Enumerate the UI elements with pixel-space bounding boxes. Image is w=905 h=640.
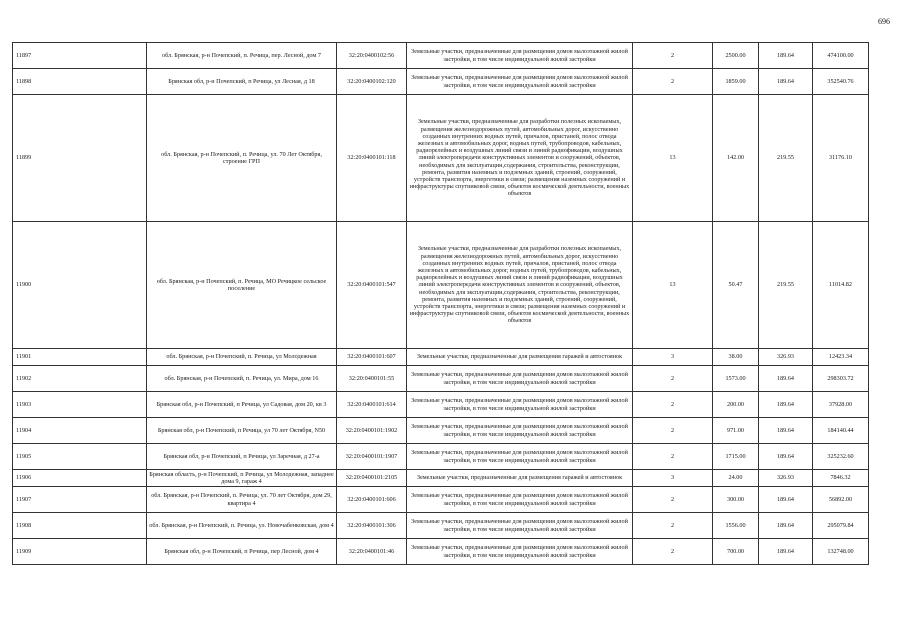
cadastral-value-cell: 184140.44 (813, 418, 869, 444)
area-cell: 700.00 (713, 539, 759, 565)
group-number-cell: 2 (633, 69, 713, 95)
address-cell: Брянская обл, р-н Почепский, п Речица, ул Заречная, д 27-а (147, 444, 337, 470)
address-cell: Брянская обл, р-н Почепский, п Речица, ул 70 лет Октября, N50 (147, 418, 337, 444)
area-cell: 38.00 (713, 349, 759, 366)
specific-value-cell: 189.64 (759, 513, 813, 539)
cadastral-number-cell: 32:20:0400101:606 (337, 487, 407, 513)
cadastral-number-cell: 32:20:0400101:306 (337, 513, 407, 539)
table-row (13, 418, 869, 444)
group-number-cell: 2 (633, 513, 713, 539)
cadastral-value-cell: 474100.00 (813, 43, 869, 69)
address-cell: обл. Брянская, р-н Почепский, п. Речица, ул. 70 лет Октября, дом 29, квартира 4 (147, 487, 337, 513)
specific-value-cell: 326.93 (759, 349, 813, 366)
land-use-cell: Земельные участки, предназначенные для размещения домов малоэтажной жилой застройки, в том числе индивидуальной жилой застройки (407, 418, 633, 444)
cadastral-value-cell: 325232.60 (813, 444, 869, 470)
land-use-cell: Земельные участки, предназначенные для размещения домов малоэтажной жилой застройки, в том числе индивидуальной жилой застройки (407, 487, 633, 513)
group-number-cell: 2 (633, 487, 713, 513)
table-row (13, 95, 869, 222)
address-cell: Брянская обл, р-н Почепский, п Речица, ул Садовая, дом 20, кв 3 (147, 392, 337, 418)
specific-value-cell: 189.64 (759, 444, 813, 470)
area-cell: 2500.00 (713, 43, 759, 69)
group-number-cell: 2 (633, 418, 713, 444)
group-number-cell: 13 (633, 95, 713, 222)
address-cell: обл. Брянская, р-н Почепский, п. Речица, ул. Новочабенковская, дом 4 (147, 513, 337, 539)
page-number: 696 (878, 17, 890, 26)
row-number-cell: 11906 (13, 470, 147, 487)
address-cell: Брянская обл, р-н Почепский, п Речица, ул Лесная, д 18 (147, 69, 337, 95)
row-number-cell: 11898 (13, 69, 147, 95)
group-number-cell: 13 (633, 222, 713, 349)
specific-value-cell: 326.93 (759, 470, 813, 487)
specific-value-cell: 189.64 (759, 539, 813, 565)
cadastral-value-cell: 11014.82 (813, 222, 869, 349)
area-cell: 142.00 (713, 95, 759, 222)
row-number-cell: 11907 (13, 487, 147, 513)
table-row (13, 366, 869, 392)
cadastral-number-cell: 32:20:0400101:547 (337, 222, 407, 349)
row-number-cell: 11905 (13, 444, 147, 470)
specific-value-cell: 189.64 (759, 366, 813, 392)
cadastral-number-cell: 32:20:0400101:607 (337, 349, 407, 366)
address-cell: обл. Брянская, р-н Почепский, п. Речица, ул. 70 Лет Октября, строение ГРП (147, 95, 337, 222)
cadastral-value-cell: 37928.00 (813, 392, 869, 418)
specific-value-cell: 189.64 (759, 392, 813, 418)
cadastral-number-cell: 32:20:0400101:2105 (337, 470, 407, 487)
land-use-cell: Земельные участки, предназначенные для размещения домов малоэтажной жилой застройки, в том числе индивидуальной жилой застройки (407, 366, 633, 392)
land-use-cell: Земельные участки, предназначенные для размещения домов малоэтажной жилой застройки, в том числе индивидуальной жилой застройки (407, 513, 633, 539)
area-cell: 200.00 (713, 392, 759, 418)
row-number-cell: 11902 (13, 366, 147, 392)
cadastral-value-cell: 132748.00 (813, 539, 869, 565)
group-number-cell: 2 (633, 444, 713, 470)
cadastral-number-cell: 32:20:0400102:120 (337, 69, 407, 95)
row-number-cell: 11900 (13, 222, 147, 349)
table-row (13, 349, 869, 366)
table-row (13, 222, 869, 349)
land-use-cell: Земельные участки, предназначенные для размещения гаражей и автостоянок (407, 470, 633, 487)
cadastral-value-cell: 352540.76 (813, 69, 869, 95)
cadastral-number-cell: 32:20:0400101:118 (337, 95, 407, 222)
area-cell: 971.00 (713, 418, 759, 444)
table-row (13, 392, 869, 418)
cadastral-number-cell: 32:20:0400101:55 (337, 366, 407, 392)
specific-value-cell: 189.64 (759, 418, 813, 444)
row-number-cell: 11899 (13, 95, 147, 222)
area-cell: 1573.00 (713, 366, 759, 392)
group-number-cell: 2 (633, 539, 713, 565)
table-row (13, 69, 869, 95)
table-row (13, 470, 869, 487)
land-use-cell: Земельные участки, предназначенные для разработки полезных ископаемых, размещения железнодорожных путей, автомобильных дорог, искусственно созданных внутренних водных путей, причалов, пристаней, полос отвода железных и автомобильных дорог, водных путей, трубопроводов, кабельных, радиорелейных и воздушных линий связи и линий радиофикации, воздушных линий электропередачи конструктивных элементов и сооружений, объектов, необходимых для эксплуатации,содержания, строительства, реконструкции, ремонта, развития наземных и подземных зданий, строений, сооружений, устройств транспорта, энергетики и связи; размещения наземных сооружений и инфраструктуры спутниковой связи, объектов космической деятельности, военных объектов (407, 222, 633, 349)
table-row (13, 444, 869, 470)
table-row (13, 43, 869, 69)
row-number-cell: 11909 (13, 539, 147, 565)
table-body (13, 43, 869, 565)
land-use-cell: Земельные участки, предназначенные для размещения домов малоэтажной жилой застройки, в том числе индивидуальной жилой застройки (407, 539, 633, 565)
row-number-cell: 11897 (13, 43, 147, 69)
cadastral-value-cell: 31176.10 (813, 95, 869, 222)
land-use-cell: Земельные участки, предназначенные для размещения домов малоэтажной жилой застройки, в том числе индивидуальной жилой застройки (407, 69, 633, 95)
address-cell: обл. Брянская, р-н Почепский, п. Речица, ул. Мира, дом 16 (147, 366, 337, 392)
land-use-cell: Земельные участки, предназначенные для размещения домов малоэтажной жилой застройки, в том числе индивидуальной жилой застройки (407, 444, 633, 470)
land-use-cell: Земельные участки, предназначенные для размещения домов малоэтажной жилой застройки, в том числе индивидуальной жилой застройки (407, 43, 633, 69)
cadastral-number-cell: 32:20:0400101:1907 (337, 444, 407, 470)
group-number-cell: 2 (633, 43, 713, 69)
table-row (13, 487, 869, 513)
land-use-cell: Земельные участки, предназначенные для размещения домов малоэтажной жилой застройки, в том числе индивидуальной жилой застройки (407, 392, 633, 418)
row-number-cell: 11901 (13, 349, 147, 366)
area-cell: 50.47 (713, 222, 759, 349)
cadastral-number-cell: 32:20:0400102:56 (337, 43, 407, 69)
area-cell: 1859.00 (713, 69, 759, 95)
address-cell: обл. Брянская, р-н Почепский, п. Речица, ул Молодежная (147, 349, 337, 366)
table-row (13, 539, 869, 565)
group-number-cell: 3 (633, 349, 713, 366)
area-cell: 24.00 (713, 470, 759, 487)
cadastral-value-cell: 298303.72 (813, 366, 869, 392)
row-number-cell: 11903 (13, 392, 147, 418)
area-cell: 300.00 (713, 487, 759, 513)
specific-value-cell: 219.55 (759, 222, 813, 349)
cadastral-number-cell: 32:20:0400101:46 (337, 539, 407, 565)
group-number-cell: 3 (633, 470, 713, 487)
area-cell: 1715.00 (713, 444, 759, 470)
cadastral-value-cell: 56892.00 (813, 487, 869, 513)
specific-value-cell: 189.64 (759, 43, 813, 69)
row-number-cell: 11904 (13, 418, 147, 444)
address-cell: Брянская область, р-н Почепский, п Речица, ул Молодежная, западнее дома 9, гараж 4 (147, 470, 337, 487)
specific-value-cell: 189.64 (759, 487, 813, 513)
cadastral-number-cell: 32:20:0400101:1902 (337, 418, 407, 444)
area-cell: 1556.00 (713, 513, 759, 539)
cadastral-value-cell: 7846.32 (813, 470, 869, 487)
address-cell: обл. Брянская, р-н Почепский, п. Речица, МО Речицкое сельское поселение (147, 222, 337, 349)
cadastral-value-cell: 12423.34 (813, 349, 869, 366)
address-cell: Брянская обл, р-н Почепский, п Речица, пер Лесной, дом 4 (147, 539, 337, 565)
table-row (13, 513, 869, 539)
group-number-cell: 2 (633, 366, 713, 392)
row-number-cell: 11908 (13, 513, 147, 539)
group-number-cell: 2 (633, 392, 713, 418)
cadastral-number-cell: 32:20:0400101:614 (337, 392, 407, 418)
land-use-cell: Земельные участки, предназначенные для разработки полезных ископаемых, размещения железнодорожных путей, автомобильных дорог, искусственно созданных внутренних водных путей, причалов, пристаней, полос отвода железных и автомобильных дорог, водных путей, трубопроводов, кабельных, радиорелейных и воздушных линий связи и линий радиофикации, воздушных линий электропередачи конструктивных элементов и сооружений, объектов, необходимых для эксплуатации,содержания, строительства, реконструкции, ремонта, развития наземных и подземных зданий, строений, сооружений, устройств транспорта, энергетики и связи; размещения наземных сооружений и инфраструктуры спутниковой связи, объектов космической деятельности, военных объектов (407, 95, 633, 222)
land-use-cell: Земельные участки, предназначенные для размещения гаражей и автостоянок (407, 349, 633, 366)
cadastral-value-cell: 295079.84 (813, 513, 869, 539)
specific-value-cell: 189.64 (759, 69, 813, 95)
cadastral-value-table (12, 42, 869, 565)
specific-value-cell: 219.55 (759, 95, 813, 222)
address-cell: обл. Брянская, р-н Почепский, п. Речица, пер. Лесной, дом 7 (147, 43, 337, 69)
